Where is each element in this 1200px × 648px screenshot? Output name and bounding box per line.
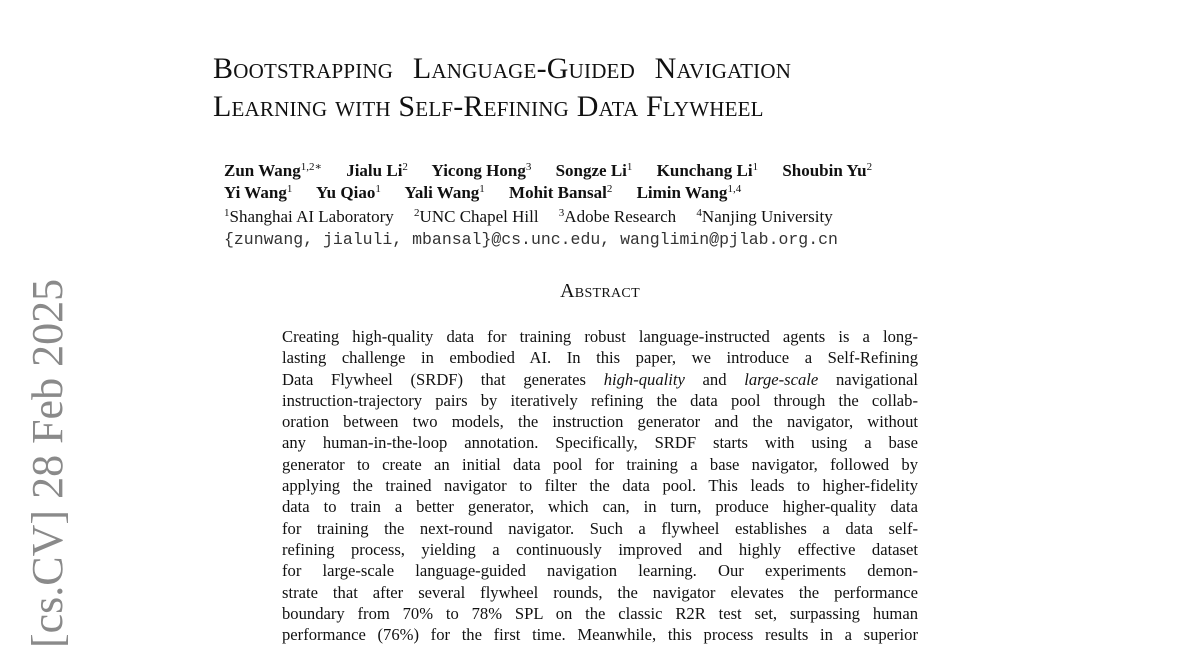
author [509, 183, 612, 202]
author-name: Mohit Bansal [509, 183, 607, 202]
author [346, 161, 408, 180]
author-name: Limin Wang [636, 183, 728, 202]
affiliation-number: 3 [558, 206, 565, 219]
author-emails: {zunwang, jialuli, mbansal}@cs.unc.edu, wanglimin@pjlab.org.cn [224, 230, 838, 249]
arxiv-identifier-stamp [22, 278, 74, 648]
author [556, 161, 633, 180]
abstract-heading: Abstract [560, 280, 640, 302]
author [404, 183, 484, 202]
paper-title [213, 50, 1013, 126]
author [224, 183, 292, 202]
author-name: Yali Wang [404, 183, 480, 202]
affiliation [696, 207, 832, 226]
author-row-1 [224, 160, 1004, 182]
affiliation-number: 4 [696, 206, 702, 219]
author-affiliation-mark: 1 [375, 182, 381, 195]
affiliation [414, 207, 539, 226]
abstract-line: boundary from 70% to 78% SPL on the classic R2R test set, surpassing human [282, 603, 918, 623]
author [637, 183, 742, 202]
author-list [224, 160, 1004, 204]
affiliation-name: Shanghai AI Laboratory [229, 207, 394, 226]
author-affiliation-mark: 1,2∗ [300, 160, 322, 173]
abstract-line: applying the trained navigator to filter the data pool. This leads to higher-fidelity [282, 476, 918, 496]
author-name: Shoubin Yu [782, 161, 867, 180]
abstract-line: for large-scale language-guided navigation learning. Our experiments demon- [282, 561, 918, 581]
affiliation-number: 1 [224, 206, 230, 219]
abstract-line: lasting challenge in embodied AI. In this paper, we introduce a Self-Refining [282, 348, 918, 368]
author [657, 161, 758, 180]
author-affiliation-mark: 2 [606, 182, 613, 195]
abstract-line: performance (76%) for the first time. Meanwhile, this process results in a superior [282, 625, 918, 645]
author-name: Zun Wang [224, 161, 301, 180]
affiliation-name: Nanjing University [701, 207, 833, 226]
abstract-line: instruction-trajectory pairs by iteratively refining the data pool through the collab- [282, 390, 918, 410]
affiliation [224, 207, 394, 226]
author-affiliation-mark: 2 [402, 160, 408, 173]
abstract-body [282, 326, 918, 645]
arxiv-stamp-text: [cs.CV] 28 Feb 2025 [23, 278, 72, 648]
author-name: Kunchang Li [656, 161, 753, 180]
abstract-line: any human-in-the-loop annotation. Specifically, SRDF starts with using a base [282, 433, 918, 453]
author [782, 161, 872, 180]
abstract-line: for training the next-round navigator. Such a flywheel establishes a data self- [282, 518, 918, 538]
author [432, 161, 532, 180]
author-affiliation-mark: 1 [752, 160, 759, 173]
author [224, 161, 322, 180]
affiliation-number: 2 [414, 206, 420, 219]
abstract-line: data to train a better generator, which can, in turn, produce higher-quality data [282, 497, 918, 517]
abstract-line: refining process, yielding a continuously improved and highly effective dataset [282, 539, 918, 559]
author-affiliation-mark: 1,4 [727, 182, 742, 195]
abstract-line: generator to create an initial data pool for training a base navigator, followed by [282, 454, 918, 474]
author-name: Yu Qiao [315, 183, 376, 202]
author-affiliation-mark: 1 [286, 182, 293, 195]
author-affiliation-mark: 1 [626, 160, 633, 173]
author-name: Jialu Li [346, 161, 403, 180]
affiliation-name: UNC Chapel Hill [419, 207, 539, 226]
author-name: Songze Li [555, 161, 627, 180]
abstract-line: Creating high-quality data for training robust language-instructed agents is a long- [282, 327, 918, 346]
abstract-line: oration between two models, the instruction generator and the navigator, without [282, 412, 918, 432]
author [316, 183, 381, 202]
author-row-2 [224, 182, 1004, 204]
author-affiliation-mark: 1 [479, 182, 485, 195]
title-line-1: Bootstrapping Language-Guided Navigation [213, 52, 792, 85]
author-affiliation-mark: 3 [525, 160, 532, 173]
affiliation-name: Adobe Research [564, 207, 677, 226]
author-affiliation-mark: 2 [866, 160, 873, 173]
abstract-line: Data Flywheel (SRDF) that generates high-quality and large-scale navigational [282, 369, 918, 389]
title-line-2: Learning with Self-Refining Data Flywheel [213, 90, 764, 123]
affiliation-list [224, 206, 849, 228]
author-name: Yicong Hong [431, 161, 526, 180]
author-name: Yi Wang [224, 183, 287, 202]
affiliation [559, 207, 676, 226]
abstract-line: strate that after several flywheel rounds, the navigator elevates the performance [282, 582, 918, 602]
